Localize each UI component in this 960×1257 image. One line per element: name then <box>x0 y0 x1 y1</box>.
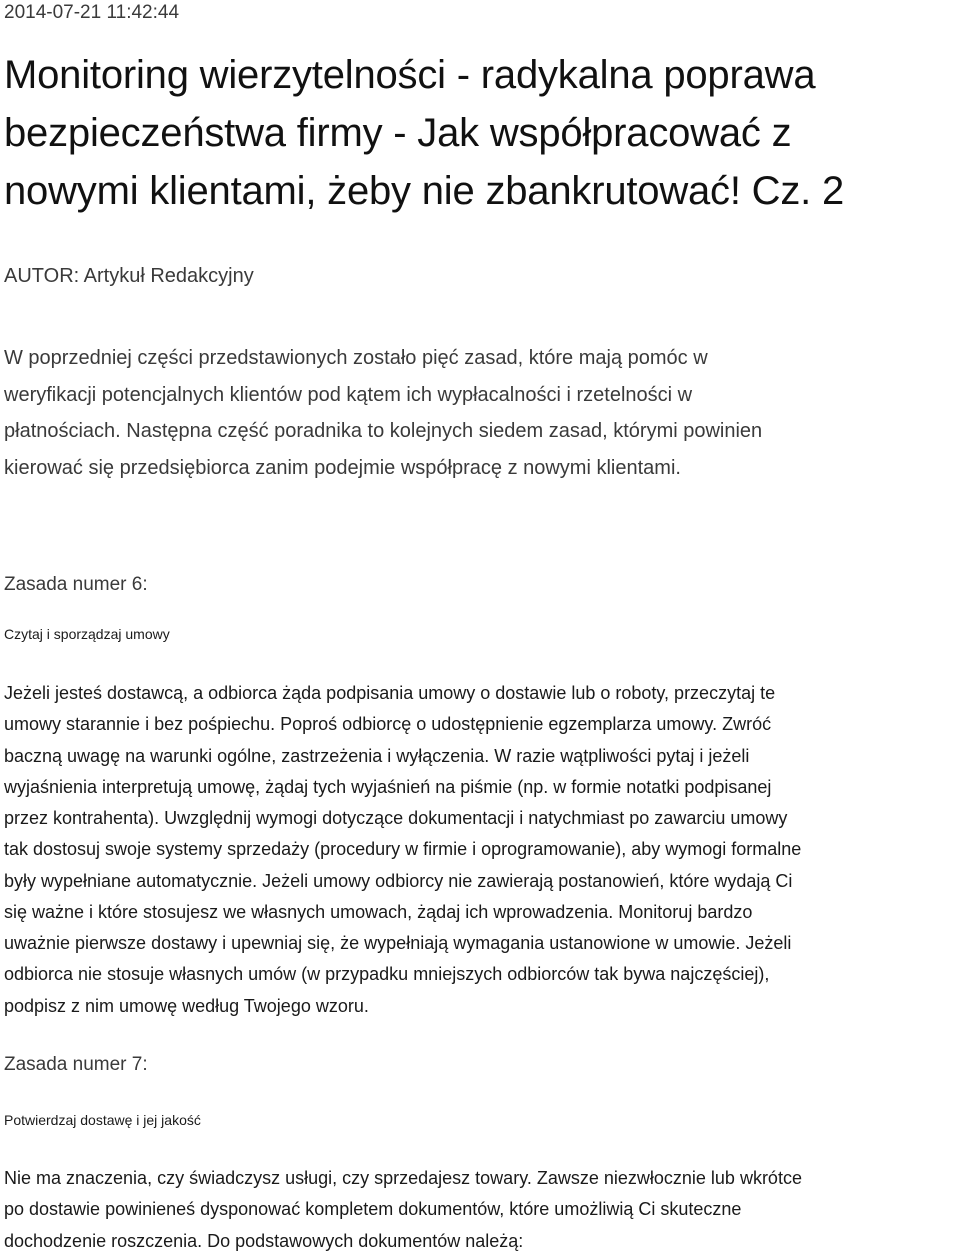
rule-7-subheading: Potwierdzaj dostawę i jej jakość <box>4 1112 201 1128</box>
paragraph-line: weryfikacji potencjalnych klientów pod kątem ich wypłacalności i rzetelności w <box>4 383 693 406</box>
paragraph-line: umowy starannie i bez pośpiechu. Poproś odbiorcę o udostępnienie egzemplarza umowy. Zwróć <box>4 714 772 735</box>
paragraph-line: Nie ma znaczenia, czy świadczysz usługi, czy sprzedajesz towary. Zawsze niezwłocznie lub wkrótce <box>4 1168 802 1188</box>
paragraph-line: dochodzenie roszczenia. Do podstawowych dokumentów należą: <box>4 1230 524 1251</box>
article-title <box>4 46 844 220</box>
paragraph-line: płatnościach. Następna część poradnika to kolejnych siedem zasad, którymi powinien <box>4 420 763 442</box>
paragraph-line: się ważne i które stosujesz we własnych umowach, żądaj ich wprowadzenia. Monitoruj bardzo <box>4 901 753 922</box>
intro-paragraph <box>4 340 762 486</box>
paragraph-line: tak dostosuj swoje systemy sprzedaży (procedury w firmie i oprogramowanie), aby wymogi formalne <box>4 839 802 860</box>
rule-7-paragraph <box>4 1163 802 1257</box>
paragraph-line: wyjaśnienia interpretują umowę, żądaj tych wyjaśnień na piśmie (np. w formie notatki podpisanej <box>4 776 772 797</box>
title-line: Monitoring wierzytelności - radykalna poprawa <box>4 53 816 97</box>
paragraph-line: uważnie pierwsze dostawy i upewniaj się, że wypełniają wymagania ustanowione w umowie. Jeżeli <box>4 933 792 953</box>
rule-6-heading: Zasada numer 6: <box>4 574 148 595</box>
paragraph-line: były wypełniane automatycznie. Jeżeli umowy odbiorcy nie zawierają postanowień, które wydają Ci <box>4 870 793 891</box>
paragraph-line: baczną uwagę na warunki ogólne, zastrzeżenia i wyłączenia. W razie wątpliwości pytaj i jeżeli <box>4 745 750 766</box>
paragraph-line: po dostawie powinieneś dysponować kompletem dokumentów, które umożliwią Ci skuteczne <box>4 1199 742 1220</box>
paragraph-line: W poprzedniej części przedstawionych zostało pięć zasad, które mają pomóc w <box>4 347 708 369</box>
title-line: bezpieczeństwa firmy - Jak współpracować z <box>4 111 792 155</box>
title-line: nowymi klientami, żeby nie zbankrutować! Cz. 2 <box>4 169 845 213</box>
rule-6-subheading: Czytaj i sporządzaj umowy <box>4 626 170 642</box>
paragraph-line: podpisz z nim umowę według Twojego wzoru. <box>4 995 369 1016</box>
rule-6-paragraph <box>4 678 801 1022</box>
paragraph-line: odbiorca nie stosuje własnych umów (w przypadku mniejszych odbiorców tak bywa najczęściej), <box>4 964 770 985</box>
paragraph-line: kierować się przedsiębiorca zanim podejmie współpracę z nowymi klientami. <box>4 456 681 479</box>
paragraph-line: Jeżeli jesteś dostawcą, a odbiorca żąda podpisania umowy o dostawie lub o roboty, przeczytaj te <box>4 683 776 703</box>
author-line: AUTOR: Artykuł Redakcyjny <box>4 265 254 287</box>
timestamp: 2014-07-21 11:42:44 <box>4 2 180 23</box>
paragraph-line: przez kontrahenta). Uwzględnij wymogi dotyczące dokumentacji i natychmiast po zawarciu umowy <box>4 808 788 828</box>
rule-7-heading: Zasada numer 7: <box>4 1054 148 1075</box>
